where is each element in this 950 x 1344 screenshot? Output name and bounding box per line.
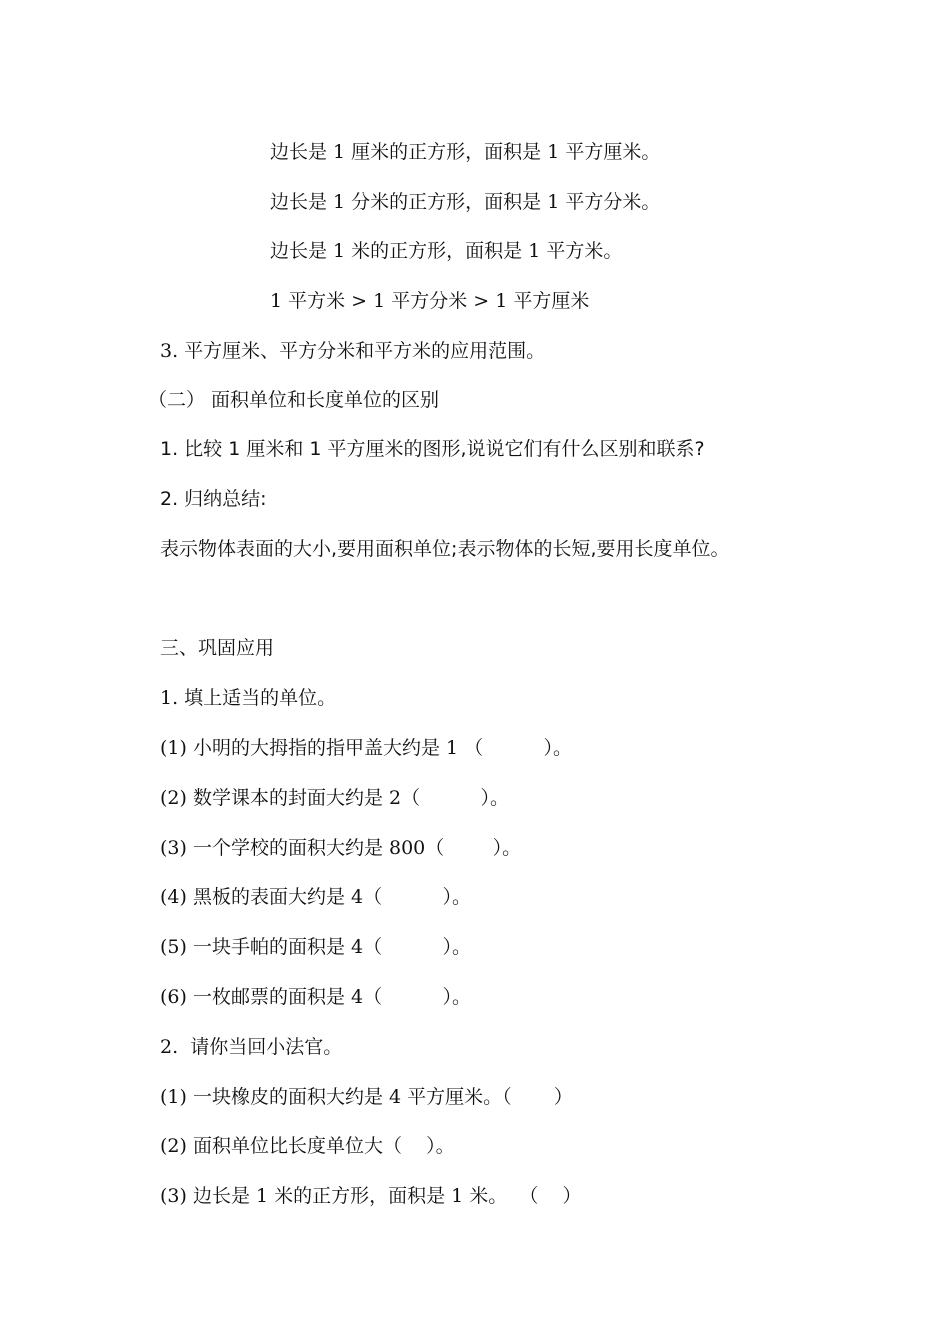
summary-text: 表示物体表面的大小,要用面积单位;表示物体的长短,要用长度单位。 [160, 538, 730, 560]
m-square-line: 边长是 1 米的正方形，面积是 1 平方米。 [270, 240, 623, 262]
judge-item: (2) 面积单位比长度单位大（ ）。 [160, 1135, 455, 1157]
judge-title: 2. 请你当回小法官。 [160, 1036, 343, 1058]
unit-compare-line: 1 平方米 > 1 平方分米 > 1 平方厘米 [270, 290, 590, 312]
dm-square-line: 边长是 1 分米的正方形，面积是 1 平方分米。 [270, 191, 661, 213]
judge-item: (1) 一块橡皮的面积大约是 4 平方厘米。（ ） [160, 1086, 573, 1108]
summary-title: 2. 归纳总结: [160, 488, 267, 510]
fill-item: (3) 一个学校的面积大约是 800（ ）。 [160, 837, 522, 859]
application-range-item: 3. 平方厘米、平方分米和平方米的应用范围。 [160, 340, 546, 362]
section2-heading: （二） 面积单位和长度单位的区别 [148, 389, 440, 411]
judge-item: (3) 边长是 1 米的正方形，面积是 1 米。 （ ） [160, 1185, 582, 1207]
fill-item: (1) 小明的大拇指的指甲盖大约是 1 （ ）。 [160, 737, 573, 759]
fill-units-title: 1. 填上适当的单位。 [160, 687, 337, 709]
compare-question: 1. 比较 1 厘米和 1 平方厘米的图形,说说它们有什么区别和联系? [160, 438, 705, 460]
section3-heading: 三、巩固应用 [160, 637, 275, 659]
fill-item: (6) 一枚邮票的面积是 4（ ）。 [160, 986, 471, 1008]
fill-item: (5) 一块手帕的面积是 4（ ）。 [160, 936, 471, 958]
fill-item: (4) 黑板的表面大约是 4（ ）。 [160, 886, 471, 908]
fill-item: (2) 数学课本的封面大约是 2（ ）。 [160, 787, 509, 809]
cm-square-line: 边长是 1 厘米的正方形，面积是 1 平方厘米。 [270, 141, 661, 163]
